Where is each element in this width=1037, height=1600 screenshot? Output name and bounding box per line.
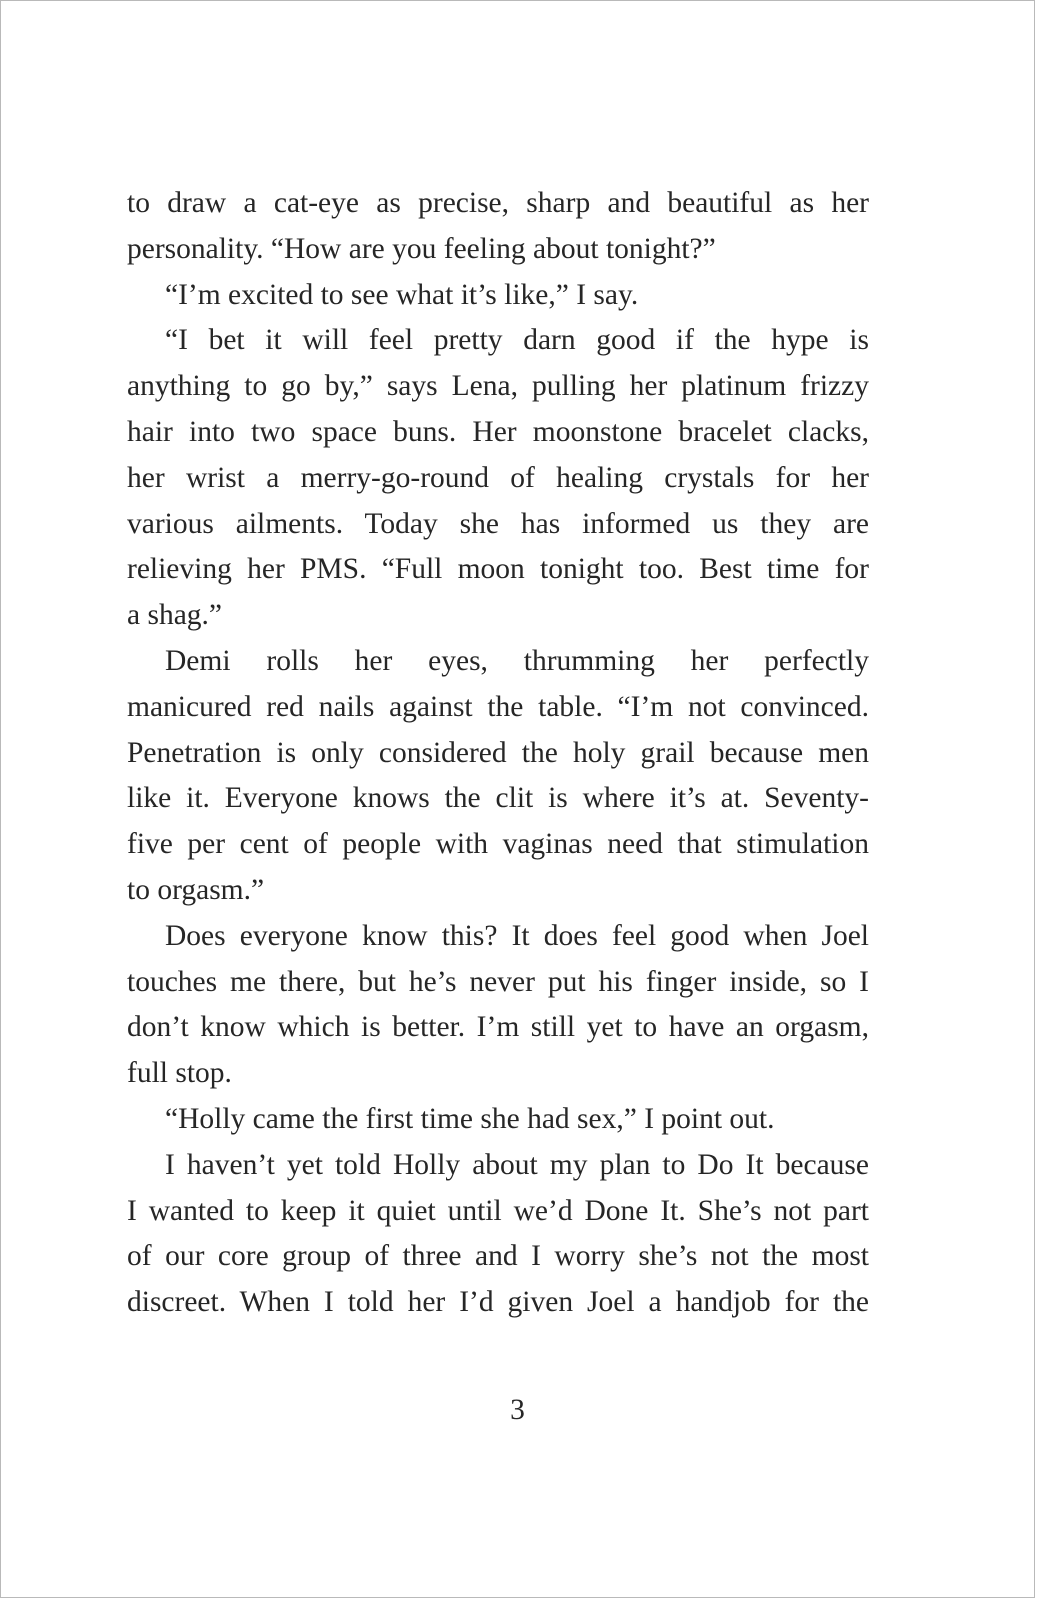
text-line: to draw a cat-eye as precise, sharp and beautiful as her <box>127 187 869 219</box>
text-line: of our core group of three and I worry she’s not the most <box>127 1240 869 1273</box>
text-line: don’t know which is better. I’m still yet to have an orgasm, <box>127 1011 869 1044</box>
text-line: her wrist a merry-go-round of healing crystals for her <box>127 461 869 494</box>
text-line: to orgasm.” <box>127 873 265 906</box>
text-line: touches me there, but he’s never put his finger inside, so I <box>127 965 869 998</box>
text-line: “I’m excited to see what it’s like,” I say. <box>165 278 639 311</box>
body-text <box>127 181 869 1326</box>
text-line: manicured red nails against the table. “I’m not convinced. <box>127 690 869 723</box>
text-line: I wanted to keep it quiet until we’d Done It. She’s not part <box>127 1194 869 1227</box>
text-line: full stop. <box>127 1057 232 1090</box>
text-line: Demi rolls her eyes, thrumming her perfectly <box>165 644 869 677</box>
text-line: “Holly came the first time she had sex,” I point out. <box>165 1102 775 1135</box>
text-line: like it. Everyone knows the clit is where it’s at. Seventy- <box>127 782 869 815</box>
text-line: five per cent of people with vaginas need that stimulation <box>127 828 869 861</box>
text-line: anything to go by,” says Lena, pulling her platinum frizzy <box>127 370 869 403</box>
text-line: hair into two space buns. Her moonstone bracelet clacks, <box>127 415 869 448</box>
text-line: various ailments. Today she has informed us they are <box>127 507 869 540</box>
text-line: Does everyone know this? It does feel good when Joel <box>165 919 869 952</box>
text-line: Penetration is only considered the holy grail because men <box>127 736 869 769</box>
page-number: 3 <box>510 1394 525 1426</box>
text-line: relieving her PMS. “Full moon tonight too. Best time for <box>127 553 869 586</box>
text-line: a shag.” <box>127 599 223 632</box>
text-line: “I bet it will feel pretty darn good if the hype is <box>165 324 869 357</box>
text-line: I haven’t yet told Holly about my plan to Do It because <box>165 1148 869 1181</box>
text-line: personality. “How are you feeling about tonight?” <box>127 232 716 265</box>
text-line: discreet. When I told her I’d given Joel a handjob for the <box>127 1286 869 1319</box>
